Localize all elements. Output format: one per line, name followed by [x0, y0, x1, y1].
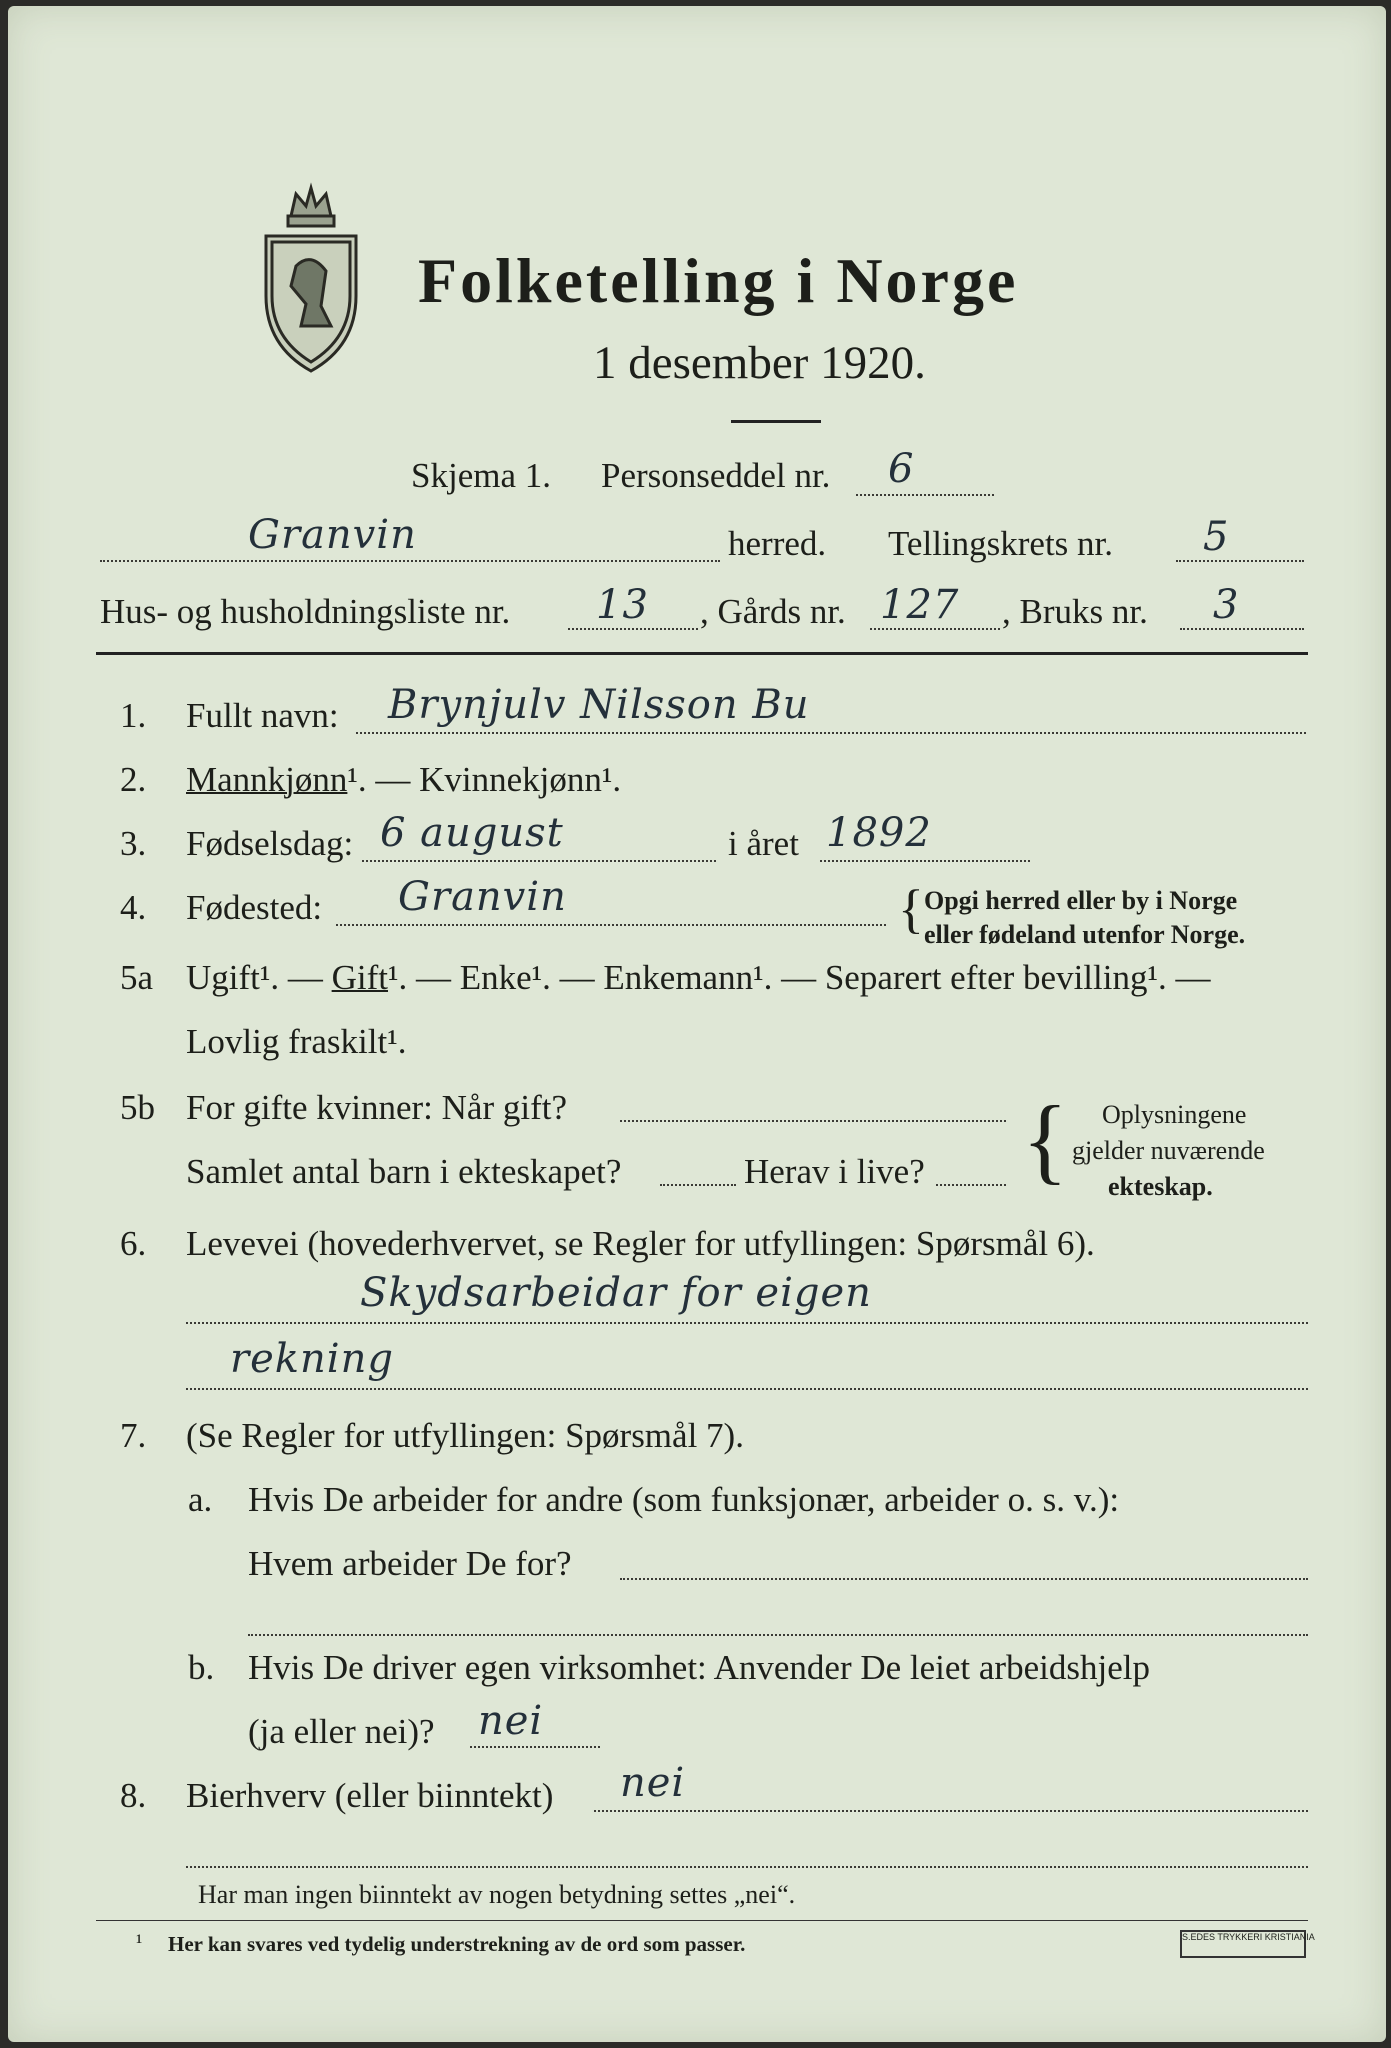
employer-line [620, 1578, 1308, 1580]
married-when-line [620, 1120, 1006, 1122]
q5b-children-alive: Herav i live? [744, 1152, 925, 1191]
q6-number: 6. [120, 1224, 147, 1263]
husholdning-line [568, 628, 698, 630]
q4-number: 4. [120, 888, 147, 927]
herred-value: Granvin [248, 512, 417, 558]
q4-note-2: eller fødeland utenfor Norge. [924, 920, 1246, 949]
q1-number: 1. [120, 696, 147, 735]
year-line [820, 860, 1030, 862]
tellingskrets-line [1176, 560, 1304, 562]
occupation-line-2 [186, 1388, 1308, 1390]
herred-line [100, 560, 720, 562]
husholdning-value: 13 [596, 582, 649, 628]
q7-number: 7. [120, 1416, 147, 1455]
footnote-mark: ¹ [136, 1930, 143, 1954]
q7a-question: Hvis De arbeider for andre (som funksjonær, arbeider o. s. v.): [248, 1480, 1120, 1519]
side-income-line [594, 1810, 1308, 1812]
side-income-value: nei [620, 1760, 686, 1806]
q2-separator: ¹. — [347, 760, 420, 799]
footnote-rule [96, 1920, 1308, 1921]
footnote-text: Her kan svares ved tydelig understrekning av de ord som passer. [168, 1932, 746, 1956]
q5b-note-2: gjelder nuværende [1072, 1136, 1265, 1165]
occupation-value-2: rekning [230, 1336, 394, 1382]
bruks-value: 3 [1213, 582, 1240, 628]
bruks-label: , Bruks nr. [1002, 592, 1148, 631]
personseddel-line [856, 494, 994, 496]
full-name-value: Brynjulv Nilsson Bu [388, 682, 810, 728]
q8-label: Bierhverv (eller biinntekt) [186, 1776, 554, 1815]
q5b-number: 5b [120, 1088, 155, 1127]
birth-year-value: 1892 [826, 810, 932, 856]
birthday-value: 6 august [380, 810, 564, 856]
side-income-line-2 [186, 1866, 1308, 1868]
ugift-option: Ugift¹. — [186, 958, 332, 997]
printer-stamp: S.EDES TRYKKERI KRISTIANIA [1180, 1930, 1306, 1958]
birthday-line [362, 860, 716, 862]
q7a-employer-label: Hvem arbeider De for? [248, 1544, 572, 1583]
q7b-hired-help-label: (ja eller nei)? [248, 1712, 435, 1751]
form-title: Folketelling i Norge [418, 245, 1019, 316]
q8-number: 8. [120, 1776, 147, 1815]
q1-line [356, 732, 1306, 734]
q7b-letter: b. [188, 1648, 215, 1687]
birthplace-line [336, 924, 886, 926]
side-income-note: Har man ingen biinntekt av nogen betydning settes „nei“. [198, 1880, 796, 1909]
husholdning-label: Hus- og husholdningsliste nr. [100, 592, 511, 631]
q6-label: Levevei (hovederhvervet, se Regler for utfyllingen: Spørsmål 6). [186, 1224, 1095, 1263]
marital-options [186, 958, 1210, 998]
form-number: Skjema 1. [411, 456, 551, 495]
q1-label: Fullt navn: [186, 696, 339, 735]
male-option: Mannkjønn [186, 760, 348, 799]
bruks-line [1180, 628, 1304, 630]
q5b-children-total: Samlet antal barn i ekteskapet? [186, 1152, 622, 1191]
title-divider [731, 420, 821, 423]
children-total-line [660, 1184, 736, 1186]
occupation-value-1: Skydsarbeidar for eigen [360, 1270, 872, 1316]
hired-help-value: nei [478, 1698, 544, 1744]
herred-label: herred. [728, 524, 827, 563]
hired-help-line [470, 1746, 600, 1748]
q4-label: Fødested: [186, 888, 323, 927]
gift-option: Gift [331, 958, 389, 997]
q5b-married-when: For gifte kvinner: Når gift? [186, 1088, 568, 1127]
q5b-brace: { [1022, 1086, 1069, 1193]
q5b-note-3: ekteskap. [1108, 1172, 1213, 1201]
header-rule [96, 652, 1308, 655]
children-alive-line [936, 1184, 1006, 1186]
year-label: i året [728, 824, 799, 863]
gards-value: 127 [880, 582, 960, 628]
q2-number: 2. [120, 760, 147, 799]
q5a-number: 5a [120, 958, 154, 997]
census-form-page [8, 6, 1386, 2042]
q2-options [186, 760, 621, 800]
q7-label: (Se Regler for utfyllingen: Spørsmål 7). [186, 1416, 744, 1455]
female-option: Kvinnekjønn [419, 760, 602, 799]
q2-end: ¹. [601, 760, 622, 799]
q7a-letter: a. [188, 1480, 213, 1519]
q4-note-1: Opgi herred eller by i Norge [924, 886, 1238, 915]
personseddel-label: Personseddel nr. [601, 456, 831, 495]
norwegian-coat-of-arms-icon [256, 176, 366, 376]
census-date: 1 desember 1920. [593, 337, 926, 389]
occupation-line-1 [186, 1322, 1308, 1324]
q3-number: 3. [120, 824, 147, 863]
gards-line [870, 628, 1000, 630]
q5b-note-1: Oplysningene [1102, 1100, 1247, 1129]
lovlig-fraskilt-option: Lovlig fraskilt¹. [186, 1022, 407, 1061]
q3-label: Fødselsdag: [186, 824, 354, 863]
tellingskrets-label: Tellingskrets nr. [888, 524, 1114, 563]
employer-line-2 [248, 1634, 1308, 1636]
tellingskrets-value: 5 [1203, 514, 1230, 560]
personseddel-value: 6 [888, 446, 915, 492]
q7b-question: Hvis De driver egen virksomhet: Anvender De leiet arbeidshjelp [248, 1648, 1150, 1687]
q4-brace: { [898, 879, 924, 939]
other-marital-options: ¹. — Enke¹. — Enkemann¹. — Separert efter bevilling¹. — [388, 958, 1211, 997]
gards-label: , Gårds nr. [700, 592, 846, 631]
birthplace-value: Granvin [398, 874, 567, 920]
